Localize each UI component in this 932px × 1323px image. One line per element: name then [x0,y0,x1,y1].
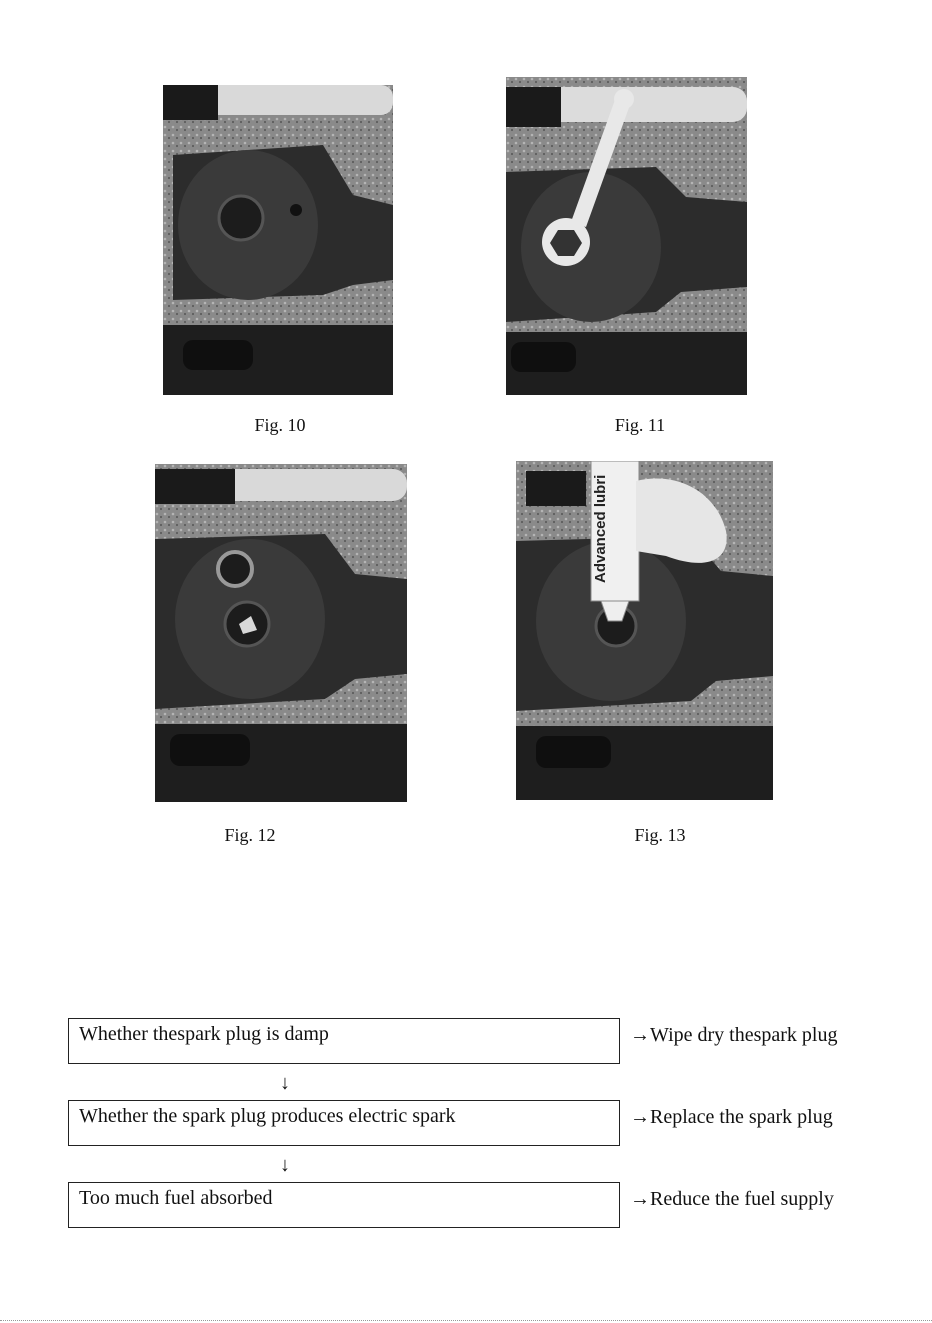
figure-11-photo [506,77,747,395]
check-damp-box [68,1018,620,1064]
figure-12-photo [155,464,407,802]
figure-11-caption: Fig. 11 [614,415,666,435]
figure-10-photo [163,85,393,395]
figure-10-caption: Fig. 10 [254,415,306,435]
check-spark-box [68,1100,620,1146]
check-fuel-box [68,1182,620,1228]
remedy-replace-plug: →Replace the spark plug [630,1106,833,1128]
remedy-reduce-fuel: →Reduce the fuel supply [630,1188,834,1210]
flow-arrow-1: ↓ [280,1072,290,1094]
check-damp-text: Whether thespark plug is damp [79,1023,329,1045]
flow-arrow-2: ↓ [280,1154,290,1176]
remedy-wipe-dry: →Wipe dry thespark plug [630,1024,838,1046]
check-fuel-text: Too much fuel absorbed [79,1187,273,1209]
figure-13-photo [516,461,773,800]
figure-12-caption: Fig. 12 [224,825,276,845]
bottom-edge-rule [0,1320,932,1321]
check-spark-text: Whether the spark plug produces electric spark [79,1105,456,1127]
figure-13-caption: Fig. 13 [634,825,686,845]
lubricant-tube-label: Advanced lubri [592,474,609,583]
